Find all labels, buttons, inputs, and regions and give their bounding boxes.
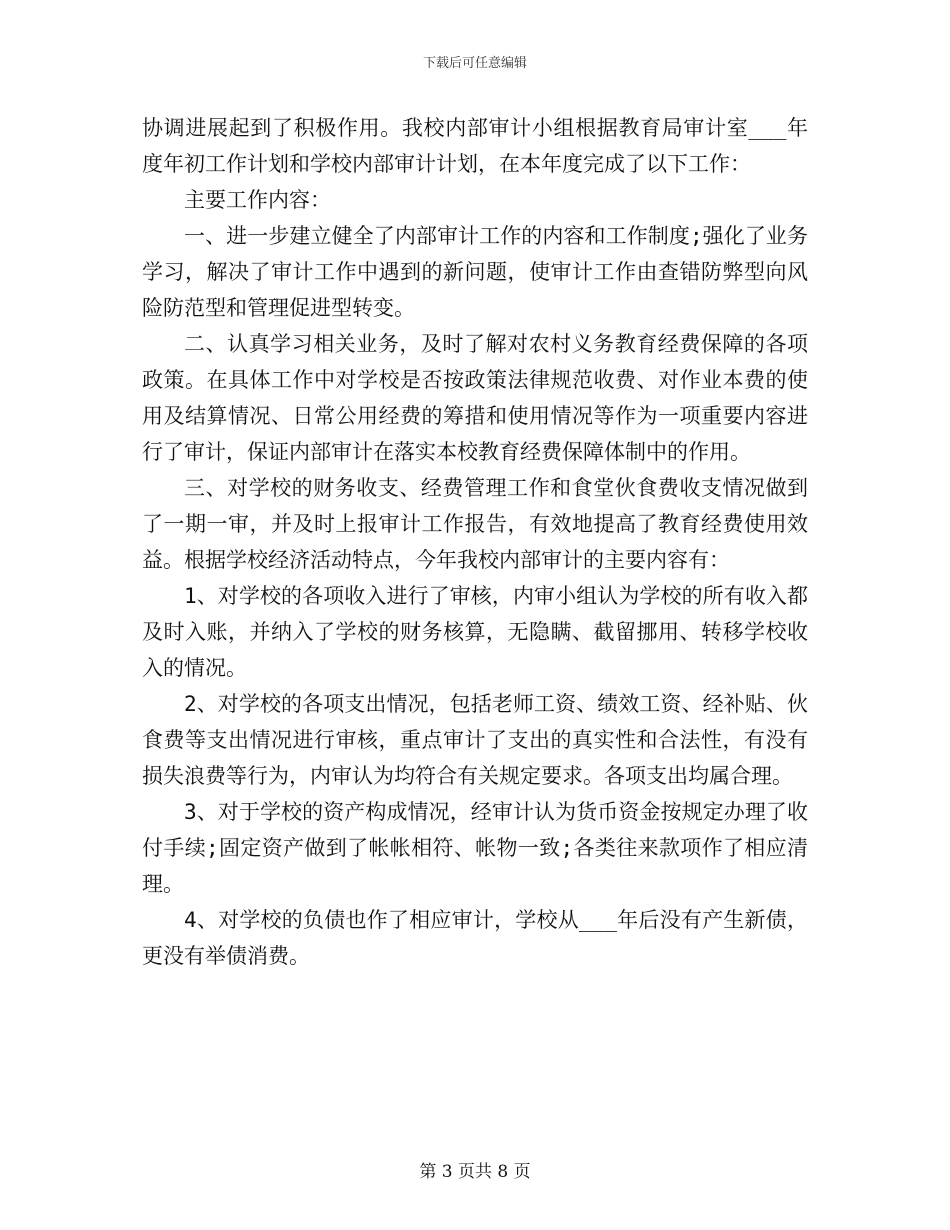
- paragraph-item-2: 二、认真学习相关业务，及时了解对农村义务教育经费保障的各项政策。在具体工作中对学校是否按政策法律规范收费、对作业本费的使用及结算情况、日常公用经费的筹措和使用情况等作为一项重要内容进行了审计，保证内部审计在落实本校教育经费保障体制中的作用。: [142, 332, 808, 464]
- paragraph-subitem-3: 3、对于学校的资产构成情况，经审计认为货币资金按规定办理了收付手续;固定资产做到了帐帐相符、帐物一致;各类往来款项作了相应清理。: [142, 800, 808, 896]
- paragraph-main-content-heading: 主要工作内容：: [184, 188, 331, 212]
- page-number: 第 3 页共 8 页: [419, 1162, 531, 1182]
- paragraph-subitem-2: 2、对学校的各项支出情况，包括老师工资、绩效工资、经补贴、伙食费等支出情况进行审核，重点审计了支出的真实性和合法性，有没有损失浪费等行为，内审认为均符合有关规定要求。各项支出均属合理。: [142, 692, 808, 788]
- page-header: 下载后可任意编辑: [422, 56, 527, 71]
- paragraph-subitem-4: 4、对学校的负债也作了相应审计，学校从___年后没有产生新债，更没有举债消费。: [142, 908, 808, 968]
- paragraph-subitem-1: 1、对学校的各项收入进行了审核，内审小组认为学校的所有收入都及时入账，并纳入了学校的财务核算，无隐瞒、截留挪用、转移学校收入的情况。: [142, 584, 808, 680]
- paragraph-item-1: 一、进一步建立健全了内部审计工作的内容和工作制度;强化了业务学习，解决了审计工作中遇到的新问题，使审计工作由查错防弊型向风险防范型和管理促进型转变。: [142, 224, 808, 320]
- document-body: [142, 110, 808, 974]
- paragraph-continuation: 协调进展起到了积极作用。我校内部审计小组根据教育局审计室___年度年初工作计划和学校内部审计计划，在本年度完成了以下工作：: [142, 116, 808, 176]
- paragraph-item-3: 三、对学校的财务收支、经费管理工作和食堂伙食费收支情况做到了一期一审，并及时上报审计工作报告，有效地提高了教育经费使用效益。根据学校经济活动特点，今年我校内部审计的主要内容有：: [142, 476, 808, 572]
